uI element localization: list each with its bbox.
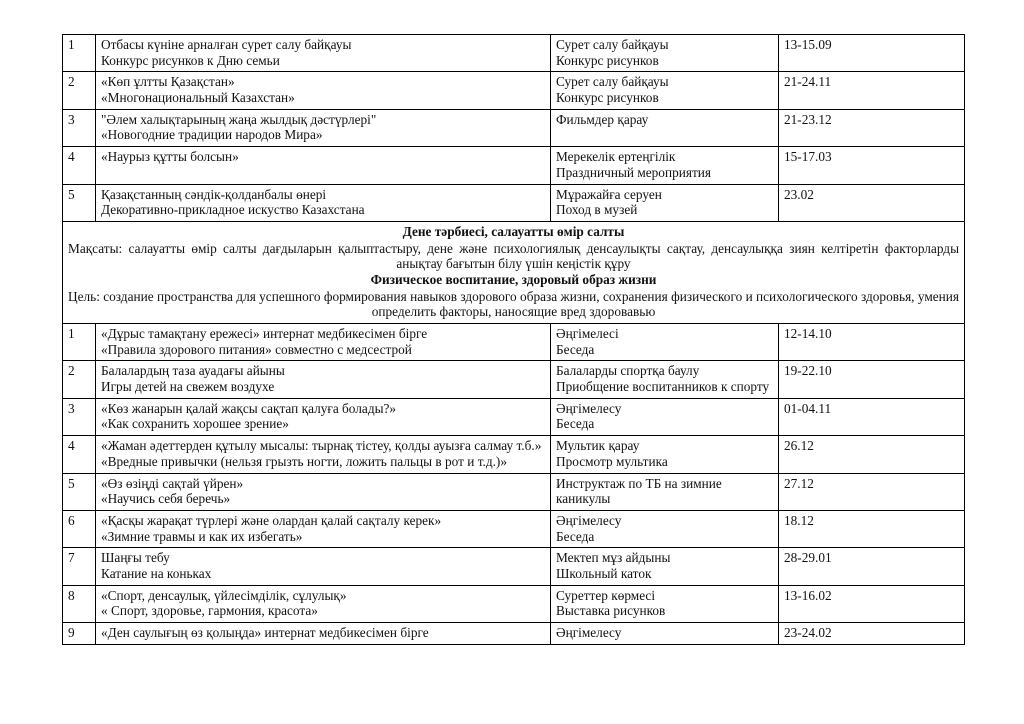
- row-number: 1: [63, 324, 96, 361]
- section-title-kz: Дене тәрбиесі, салауатты өмір салты: [402, 223, 625, 239]
- section-goal-kz: Мақсаты: салауатты өмір салты дағдыларын қалыптастыру, дене және психологиялық денсаулықты сақтау, денсаулыққа зиян келтіретін факторларды анықтау бағытын білу үшін кеңістік құру: [68, 240, 959, 272]
- row-form: [551, 361, 779, 398]
- row-form-line: Инструктаж по ТБ на зимние каникулы: [556, 475, 722, 507]
- row-number: 1: [63, 35, 96, 72]
- row-name-line: Қазақстанның сәндік-қолданбалы өнері: [101, 186, 327, 202]
- row-number: 6: [63, 510, 96, 547]
- section-goal-ru: Цель: создание пространства для успешного формирования навыков здорового образа жизни, сохранения физического и психологического здоровья, умения определить факторы, наносящие вред здоровавью: [68, 288, 959, 320]
- row-name-line: "Әлем халықтарының жаңа жылдық дәстүрлері": [101, 111, 377, 127]
- row-form: [551, 109, 779, 146]
- row-date: 28-29.01: [779, 548, 965, 585]
- row-form-line: Мұражайға серуен: [556, 186, 662, 202]
- row-form: [551, 398, 779, 435]
- row-form-line: Конкурс рисунков: [556, 52, 659, 68]
- table-row: [63, 35, 965, 72]
- row-form-line: Суреттер көрмесі: [556, 587, 656, 603]
- row-number: 5: [63, 473, 96, 510]
- row-date: 01-04.11: [779, 398, 965, 435]
- row-name-line: Катание на коньках: [101, 565, 212, 581]
- row-name: [96, 109, 551, 146]
- row-number: 2: [63, 361, 96, 398]
- row-name-line: «Көп ұлтты Қазақстан»: [101, 74, 235, 90]
- row-form-line: Праздничный мероприятия: [556, 164, 711, 180]
- row-name: [96, 473, 551, 510]
- row-form: [551, 184, 779, 221]
- row-name: [96, 361, 551, 398]
- row-date: 13-16.02: [779, 585, 965, 622]
- row-form: [551, 147, 779, 184]
- row-name-line: «Научись себя беречь»: [101, 491, 231, 507]
- row-date: 12-14.10: [779, 324, 965, 361]
- table-row: [63, 398, 965, 435]
- row-form: [551, 585, 779, 622]
- row-form-line: Әңгімелесу: [556, 625, 622, 640]
- row-number: 2: [63, 72, 96, 109]
- row-form-line: Мектеп мұз айдыны: [556, 550, 671, 566]
- row-date: 26.12: [779, 436, 965, 473]
- row-name-line: Отбасы күніне арналған сурет салу байқауы: [101, 37, 352, 52]
- row-form-line: Беседа: [556, 416, 595, 432]
- row-name-line: «Многонациональный Казахстан»: [101, 90, 295, 106]
- row-form-line: Сурет салу байқауы: [556, 37, 669, 52]
- row-form: [551, 473, 779, 510]
- row-date: 13-15.09: [779, 35, 965, 72]
- row-name-line: «Өз өзіңді сақтай үйрен»: [101, 475, 244, 491]
- row-form-line: Әңгімелесу: [556, 512, 622, 528]
- row-name: [96, 398, 551, 435]
- row-name: [96, 147, 551, 184]
- row-form-line: Сурет салу байқауы: [556, 74, 669, 90]
- table-row: [63, 623, 965, 645]
- table-row: [63, 473, 965, 510]
- table-row: [63, 585, 965, 622]
- row-name-line: «Дұрыс тамақтану ережесі» интернат медбикесімен бірге: [101, 326, 428, 341]
- row-form: [551, 510, 779, 547]
- row-name: [96, 510, 551, 547]
- row-form-line: Конкурс рисунков: [556, 90, 659, 106]
- row-name-line: Декоративно-прикладное искуство Казахстана: [101, 202, 365, 218]
- row-form-line: Мультик қарау: [556, 438, 640, 454]
- row-number: 9: [63, 623, 96, 645]
- row-name-line: Конкурс рисунков к Дню семьи: [101, 52, 280, 68]
- row-number: 3: [63, 109, 96, 146]
- row-name-line: «Правила здорового питания» совместно с медсестрой: [101, 341, 412, 357]
- row-date: 19-22.10: [779, 361, 965, 398]
- table-row: [63, 436, 965, 473]
- row-name-line: Балалардың таза ауадағы айыны: [101, 363, 285, 379]
- section-header-row: [63, 221, 965, 323]
- row-form-line: Просмотр мультика: [556, 453, 668, 469]
- row-number: 5: [63, 184, 96, 221]
- row-name: [96, 436, 551, 473]
- table-row: [63, 324, 965, 361]
- table-row: [63, 548, 965, 585]
- row-form: [551, 623, 779, 645]
- row-date: 21-23.12: [779, 109, 965, 146]
- table-row: [63, 510, 965, 547]
- row-name: [96, 35, 551, 72]
- row-form-line: Беседа: [556, 528, 595, 544]
- row-form-line: Выставка рисунков: [556, 603, 666, 619]
- row-name-line: «Зимние травмы и как их избегать»: [101, 528, 303, 544]
- row-number: 3: [63, 398, 96, 435]
- row-number: 4: [63, 436, 96, 473]
- table-row: [63, 72, 965, 109]
- row-name-line: Шаңғы тебу: [101, 550, 170, 566]
- table-row: [63, 184, 965, 221]
- row-form: [551, 35, 779, 72]
- row-date: 23-24.02: [779, 623, 965, 645]
- row-form: [551, 436, 779, 473]
- row-number: 7: [63, 548, 96, 585]
- section-header: [63, 221, 965, 323]
- row-form-line: Беседа: [556, 341, 595, 357]
- row-name-line: «Вредные привычки (нельзя грызть ногти, ложить пальцы в рот и т.д.)»: [101, 453, 507, 469]
- table-row: [63, 361, 965, 398]
- row-number: 8: [63, 585, 96, 622]
- row-form-line: Школьный каток: [556, 565, 652, 581]
- activity-plan-table: [62, 34, 965, 645]
- row-form-line: Әңгімелесі: [556, 326, 619, 341]
- row-form-line: Поход в музей: [556, 202, 638, 218]
- row-date: 23.02: [779, 184, 965, 221]
- row-name-line: «Как сохранить хорошее зрение»: [101, 416, 289, 432]
- row-form-line: Приобщение воспитанников к спорту: [556, 379, 770, 395]
- row-form: [551, 72, 779, 109]
- table-row: [63, 109, 965, 146]
- table-row: [63, 147, 965, 184]
- row-form-line: Фильмдер қарау: [556, 111, 649, 127]
- row-name-line: «Қасқы жарақат түрлері және олардан қалай сақталу керек»: [101, 512, 442, 528]
- row-date: 21-24.11: [779, 72, 965, 109]
- row-name-line: «Спорт, денсаулық, үйлесімділік, сұлулық»: [101, 587, 347, 603]
- row-form-line: Мерекелік ертеңгілік: [556, 149, 676, 165]
- row-name: [96, 548, 551, 585]
- row-date: 27.12: [779, 473, 965, 510]
- row-form: [551, 548, 779, 585]
- row-name: [96, 184, 551, 221]
- row-name-line: «Көз жанарын қалай жақсы сақтап қалуға болады?»: [101, 400, 397, 416]
- row-date: 18.12: [779, 510, 965, 547]
- row-name-line: «Новогодние традиции народов Мира»: [101, 127, 323, 143]
- row-name: [96, 72, 551, 109]
- row-name: [96, 324, 551, 361]
- row-name-line: Игры детей на свежем воздухе: [101, 379, 275, 395]
- row-form-line: Әңгімелесу: [556, 400, 622, 416]
- row-date: 15-17.03: [779, 147, 965, 184]
- row-name: [96, 585, 551, 622]
- section-title-ru: Физическое воспитание, здоровый образ жизни: [370, 271, 657, 287]
- row-form-line: Балаларды спортқа баулу: [556, 363, 700, 379]
- table-body: [63, 35, 965, 645]
- row-number: 4: [63, 147, 96, 184]
- row-form: [551, 324, 779, 361]
- row-name-line: «Ден саулығың өз қолыңда» интернат медбикесімен бірге: [101, 625, 429, 640]
- row-name-line: « Спорт, здоровье, гармония, красота»: [101, 603, 318, 619]
- row-name-line: «Наурыз құтты болсын»: [101, 149, 239, 165]
- row-name-line: «Жаман әдеттерден құтылу мысалы: тырнақ тістеу, қолды ауызға салмау т.б.»: [101, 438, 542, 454]
- row-name: [96, 623, 551, 645]
